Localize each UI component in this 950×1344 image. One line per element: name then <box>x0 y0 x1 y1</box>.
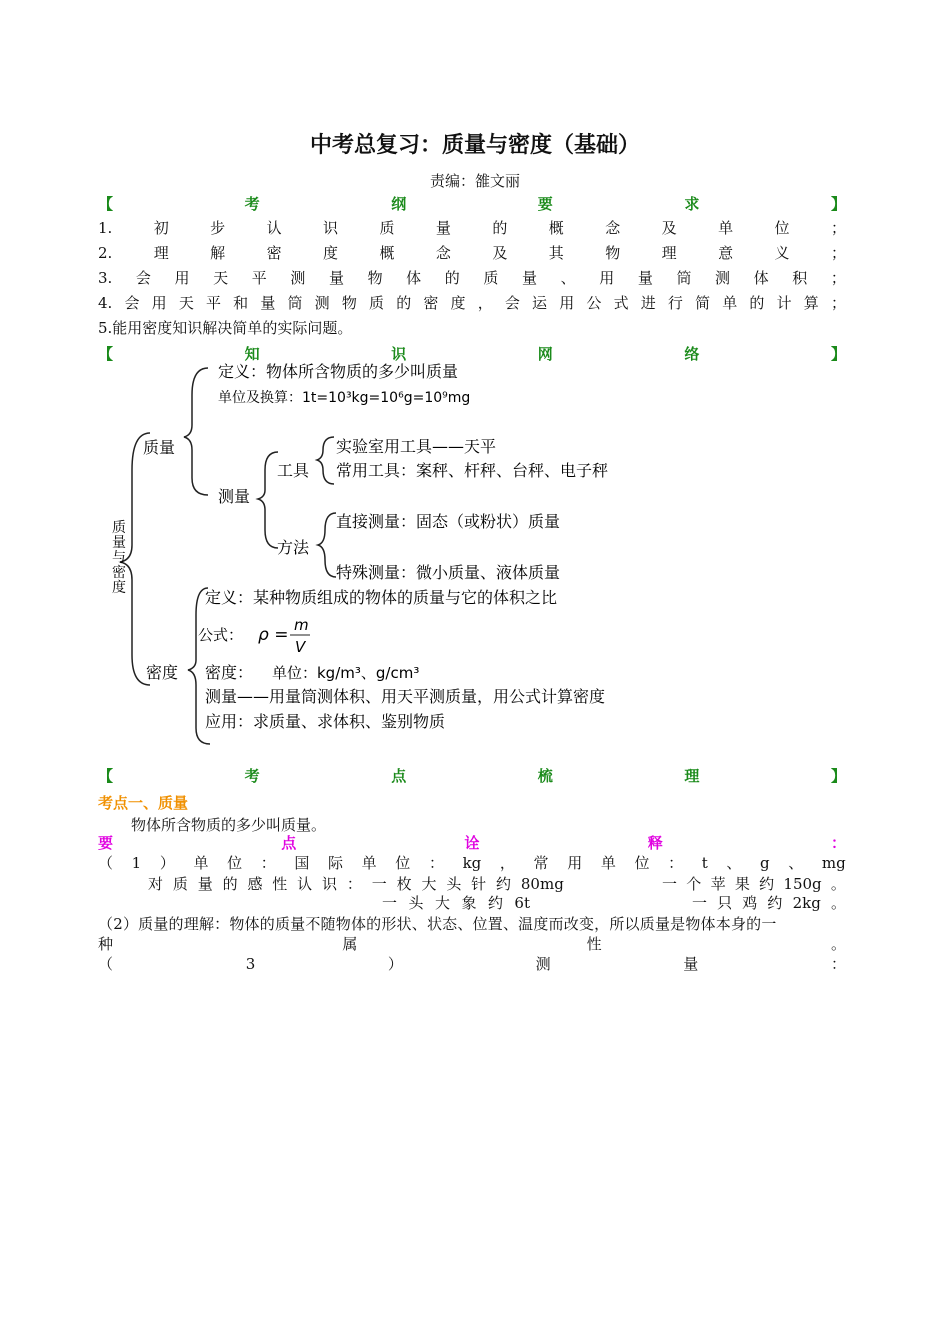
text-char: 理 <box>684 767 700 785</box>
text-char: 测 <box>715 269 731 287</box>
text-char: 】 <box>830 195 846 213</box>
text-char: 头 <box>446 875 462 893</box>
text-char: 梳 <box>537 767 553 785</box>
text-char: 纲 <box>391 195 407 213</box>
text-char: ： <box>830 834 846 852</box>
text-char: 密 <box>266 244 282 262</box>
text-char: 针 <box>471 875 487 893</box>
density-definition: 定义：某种物质组成的物体的质量与它的体积之比 <box>205 588 558 607</box>
text-char: 识 <box>322 875 338 893</box>
text-char: 的 <box>222 875 238 893</box>
text-char: ， <box>499 854 515 872</box>
text-char: 单 <box>193 854 209 872</box>
text-char: 量 <box>522 269 538 287</box>
text-char: 简 <box>695 294 711 312</box>
text-char: 念 <box>605 219 621 237</box>
density-unit-label: 密度： <box>205 663 254 682</box>
text-char: 测 <box>535 955 551 973</box>
text-char: 理 <box>153 244 169 262</box>
text-char: 进 <box>640 294 656 312</box>
text-char: 位 <box>395 854 411 872</box>
mass-definition: 定义：物体所含物质的多少叫质量 <box>218 362 459 381</box>
text-char: 解 <box>210 244 226 262</box>
text-char: 初 <box>153 219 169 237</box>
text-char: 量 <box>260 294 276 312</box>
text-char: 会 <box>135 269 151 287</box>
text-char: 【 <box>98 345 114 363</box>
density-use: 应用：求质量、求体积、鉴别物质 <box>205 712 446 731</box>
text-char: 1. <box>98 219 113 237</box>
understand-line-2 <box>98 934 846 954</box>
text-char: ） <box>387 955 403 973</box>
text-char: 一 <box>382 894 398 912</box>
text-char: mg <box>821 854 846 872</box>
text-char: 诠 <box>464 834 480 852</box>
text-char: 及 <box>492 244 508 262</box>
text-char: 公 <box>586 294 602 312</box>
formula-label: 公式： <box>198 626 244 644</box>
text-char: 4. <box>98 294 113 312</box>
text-char: 对 <box>148 875 164 893</box>
feel-line-d <box>692 893 846 913</box>
page-title: 中考总复习：质量与密度（基础） <box>309 133 640 158</box>
text-char: 枚 <box>396 875 412 893</box>
text-char: 1 <box>131 854 142 872</box>
method-special: 特殊测量：微小质量、液体质量 <box>336 563 561 582</box>
text-char: 用 <box>151 294 167 312</box>
text-char: 鸡 <box>742 894 758 912</box>
text-char: 2kg <box>792 894 821 912</box>
text-char: ： <box>830 955 846 973</box>
text-char: 知 <box>244 345 260 363</box>
feel-line-a <box>148 874 564 894</box>
text-char: kg <box>462 854 482 872</box>
root-char: 度 <box>112 580 126 596</box>
text-char: 的 <box>749 294 765 312</box>
text-char: 意 <box>718 244 734 262</box>
text-char: 的 <box>444 269 460 287</box>
text-char: 的 <box>396 294 412 312</box>
text-char: 质 <box>369 294 385 312</box>
text-char: 象 <box>461 894 477 912</box>
text-char: 感 <box>247 875 263 893</box>
method-node: 方法 <box>277 538 310 557</box>
text-char: （ <box>98 955 114 973</box>
root-char: 质 <box>112 520 126 536</box>
text-char: 【 <box>98 767 114 785</box>
text-char: ； <box>830 244 846 262</box>
text-char: 常 <box>533 854 549 872</box>
text-char: 、 <box>726 854 742 872</box>
text-char: 理 <box>661 244 677 262</box>
goal-line-5: 5.能用密度知识解决简单的实际问题。 <box>98 319 353 337</box>
text-char: 络 <box>684 345 700 363</box>
text-char: 识 <box>323 219 339 237</box>
text-char: ） <box>159 854 175 872</box>
text-char: 头 <box>408 894 424 912</box>
text-char: 。 <box>830 875 846 893</box>
text-char: 其 <box>548 244 564 262</box>
feel-line-c <box>382 893 530 913</box>
formula-rho: ρ = <box>258 625 289 645</box>
text-char: 物 <box>367 269 383 287</box>
text-char: 3 <box>245 955 256 973</box>
text-char: 、 <box>560 269 576 287</box>
density-unit: 单位：kg/m³、g/cm³ <box>272 664 420 682</box>
text-char: 要 <box>537 195 553 213</box>
root-char: 量 <box>112 535 126 551</box>
text-char: 量 <box>197 875 213 893</box>
text-char: ： <box>668 854 684 872</box>
key-points-header <box>98 833 846 853</box>
text-char: ； <box>830 294 846 312</box>
text-char: 果 <box>734 875 750 893</box>
point-1-text: 物体所含物质的多少叫质量。 <box>131 816 327 834</box>
text-char: 及 <box>661 219 677 237</box>
text-char: 量 <box>683 955 699 973</box>
unit-line <box>98 853 846 873</box>
text-char: 用 <box>567 854 583 872</box>
goal-line-3 <box>98 268 846 288</box>
density-node: 密度 <box>146 663 179 682</box>
tool-lab: 实验室用工具——天平 <box>336 437 497 456</box>
text-char: 。 <box>830 935 846 953</box>
text-char: 网 <box>537 345 553 363</box>
text-char: 测 <box>290 269 306 287</box>
text-char: 点 <box>281 834 297 852</box>
text-char: 量 <box>637 269 653 287</box>
text-char: 单 <box>722 294 738 312</box>
text-char: 步 <box>210 219 226 237</box>
text-char: 单 <box>361 854 377 872</box>
text-char: ； <box>830 269 846 287</box>
text-char: ， <box>477 294 493 312</box>
text-char: 度 <box>450 294 466 312</box>
text-char: g <box>760 854 770 872</box>
text-char: 一 <box>692 894 708 912</box>
text-char: 认 <box>266 219 282 237</box>
text-char: 天 <box>178 294 194 312</box>
text-char: 体 <box>753 269 769 287</box>
text-char: 3. <box>98 269 113 287</box>
understand-line: （2）质量的理解：物体的质量不随物体的形状、状态、位置、温度而改变，所以质量是物体本身的一 <box>98 915 777 933</box>
text-char: 】 <box>830 767 846 785</box>
root-char: 与 <box>112 550 126 566</box>
text-char: 约 <box>487 894 503 912</box>
text-char: 平 <box>205 294 221 312</box>
text-char: 约 <box>496 875 512 893</box>
text-char: 苹 <box>710 875 726 893</box>
text-char: 筒 <box>676 269 692 287</box>
text-char: 位 <box>634 854 650 872</box>
text-char: 性 <box>272 875 288 893</box>
text-char: 一 <box>662 875 678 893</box>
text-char: 考 <box>244 195 260 213</box>
text-char: 会 <box>124 294 140 312</box>
goal-line-2 <box>98 243 846 263</box>
text-char: 要 <box>98 834 114 852</box>
text-char: 性 <box>586 935 602 953</box>
tool-common: 常用工具：案秤、杆秤、台秤、电子秤 <box>336 461 609 480</box>
text-char: t <box>701 854 708 872</box>
text-char: 认 <box>297 875 313 893</box>
text-char: 一 <box>371 875 387 893</box>
text-char: 6t <box>514 894 530 912</box>
text-char: 物 <box>341 294 357 312</box>
section-header-kaogang <box>98 194 846 214</box>
text-char: 式 <box>613 294 629 312</box>
author-line: 责编：雒文丽 <box>429 172 520 190</box>
text-char: 度 <box>323 244 339 262</box>
text-char: 天 <box>213 269 229 287</box>
tools-node: 工具 <box>277 461 310 480</box>
formula-m: m <box>294 616 309 634</box>
text-char: 只 <box>717 894 733 912</box>
text-char: 质 <box>483 269 499 287</box>
mass-unit-conversion: 单位及换算：1t=10³kg=10⁶g=10⁹mg <box>218 390 471 406</box>
text-char: 大 <box>434 894 450 912</box>
text-char: 约 <box>759 875 775 893</box>
text-char: 约 <box>767 894 783 912</box>
text-char: 大 <box>421 875 437 893</box>
text-char: 用 <box>599 269 615 287</box>
text-char: 物 <box>605 244 621 262</box>
text-char: 密 <box>423 294 439 312</box>
text-char: 运 <box>532 294 548 312</box>
text-char: 测 <box>314 294 330 312</box>
text-char: 属 <box>342 935 358 953</box>
knowledge-network-diagram <box>0 358 950 758</box>
text-char: 积 <box>792 269 808 287</box>
text-char: 量 <box>435 219 451 237</box>
text-char: 150g <box>783 875 822 893</box>
text-char: 点 <box>391 767 407 785</box>
root-node-label <box>112 520 126 596</box>
text-char: 量 <box>328 269 344 287</box>
text-char: 的 <box>492 219 508 237</box>
text-char: ： <box>260 854 276 872</box>
text-char: 【 <box>98 195 114 213</box>
text-char: 际 <box>328 854 344 872</box>
text-char: ： <box>346 875 362 893</box>
text-char: 识 <box>391 345 407 363</box>
feel-line-b <box>662 874 846 894</box>
text-char: （ <box>98 854 114 872</box>
text-char: 概 <box>379 244 395 262</box>
text-char: 用 <box>174 269 190 287</box>
measure-node: 测量 <box>218 487 251 506</box>
text-char: 国 <box>294 854 310 872</box>
text-char: 体 <box>406 269 422 287</box>
text-char: 平 <box>251 269 267 287</box>
point-1-title: 考点一、质量 <box>98 794 189 812</box>
formula-v: V <box>295 638 306 656</box>
goal-line-4 <box>98 293 846 313</box>
text-char: 念 <box>435 244 451 262</box>
text-char: 算 <box>803 294 819 312</box>
text-char: 概 <box>548 219 564 237</box>
text-char: 质 <box>379 219 395 237</box>
goal-line-1 <box>98 218 846 238</box>
text-char: 位 <box>227 854 243 872</box>
text-char: 考 <box>244 767 260 785</box>
text-char: 行 <box>667 294 683 312</box>
text-char: ； <box>830 219 846 237</box>
text-char: 质 <box>172 875 188 893</box>
text-char: ： <box>428 854 444 872</box>
text-char: 】 <box>830 345 846 363</box>
text-char: 筒 <box>287 294 303 312</box>
text-char: 用 <box>559 294 575 312</box>
text-char: 计 <box>776 294 792 312</box>
text-char: 释 <box>647 834 663 852</box>
text-char: 、 <box>788 854 804 872</box>
text-char: 个 <box>686 875 702 893</box>
mass-node: 质量 <box>143 438 176 457</box>
text-char: 单 <box>718 219 734 237</box>
text-char: 2. <box>98 244 113 262</box>
text-char: 80mg <box>520 875 564 893</box>
section-header-kaodian <box>98 766 846 786</box>
text-char: 义 <box>774 244 790 262</box>
measure-line <box>98 954 846 974</box>
text-char: 求 <box>684 195 700 213</box>
text-char: 位 <box>774 219 790 237</box>
text-char: 。 <box>830 894 846 912</box>
text-char: 单 <box>600 854 616 872</box>
method-direct: 直接测量：固态（或粉状）质量 <box>336 512 561 531</box>
text-char: 和 <box>233 294 249 312</box>
text-char: 种 <box>98 935 114 953</box>
text-char: 会 <box>504 294 520 312</box>
density-measure: 测量——用量筒测体积、用天平测质量，用公式计算密度 <box>205 687 606 706</box>
root-char: 密 <box>112 565 126 581</box>
